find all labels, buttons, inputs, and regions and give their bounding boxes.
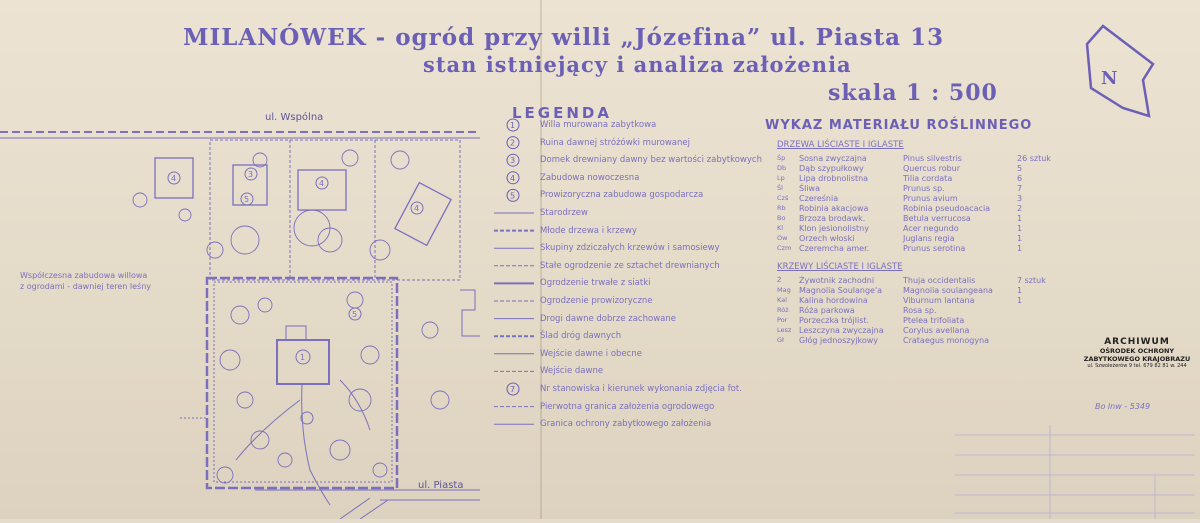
legend-item: Prowizoryczna zabudowa gospodarcza bbox=[540, 190, 704, 201]
svg-text:4: 4 bbox=[319, 179, 325, 188]
legend-item: Granica ochrony zabytkowego założenia bbox=[540, 419, 712, 430]
legend-item: Młode drzewa i krzewy bbox=[540, 225, 637, 236]
plant-latin-name: Crataegus monogyna bbox=[903, 336, 990, 345]
scale-label: skala 1 : 500 bbox=[828, 80, 998, 106]
stamp-line-1: ARCHIWUM bbox=[1104, 337, 1170, 347]
plant-polish-name: Leszczyna zwyczajna bbox=[799, 326, 884, 335]
legend-item: Wejście dawne i obecne bbox=[540, 348, 642, 359]
legend-item: Pierwotna granica założenia ogrodowego bbox=[540, 401, 715, 412]
plant-latin-name: Rosa sp. bbox=[903, 306, 937, 315]
plant-abbr: Rb bbox=[777, 204, 786, 212]
title-line-2: stan istniejący i analiza założenia bbox=[423, 52, 852, 77]
plant-abbr: Mag bbox=[777, 286, 791, 294]
plant-abbr: Śp bbox=[777, 154, 786, 162]
plant-abbr: Śl bbox=[777, 184, 783, 192]
plant-abbr: Czm bbox=[777, 244, 792, 252]
plant-count: 7 sztuk bbox=[1017, 276, 1046, 285]
legend-item: Wejście dawne bbox=[540, 366, 604, 377]
archive-stamp bbox=[1082, 337, 1192, 369]
legend-item: Ogrodzenie trwałe z siatki bbox=[540, 278, 651, 289]
plant-latin-name: Tilia cordata bbox=[903, 174, 953, 183]
plant-abbr: Ow bbox=[777, 234, 788, 242]
plant-abbr: Por bbox=[777, 316, 788, 324]
plant-polish-name: Magnolia Soulange'a bbox=[799, 286, 883, 295]
plant-latin-name: Thuja occidentalis bbox=[903, 276, 976, 285]
plant-polish-name: Lipa drobnolistna bbox=[799, 174, 869, 183]
plant-polish-name: Klon jesionolistny bbox=[799, 224, 869, 233]
plant-polish-name: Róża parkowa bbox=[799, 306, 855, 315]
plant-latin-name: Quercus robur bbox=[903, 164, 961, 173]
plant-polish-name: Sosna zwyczajna bbox=[799, 154, 867, 163]
plant-abbr: Db bbox=[777, 164, 787, 172]
plant-count: 6 bbox=[1017, 174, 1023, 183]
shrubs-header: KRZEWY LIŚCIASTE I IGLASTE bbox=[777, 262, 903, 272]
plant-latin-name: Ptelea trifoliata bbox=[903, 316, 965, 325]
legend-item: Domek drewniany dawny bez wartości zabytkowych bbox=[540, 155, 762, 166]
plant-count: 1 bbox=[1017, 234, 1023, 243]
plant-count: 2 bbox=[1017, 204, 1023, 213]
legend-item: Ruina dawnej stróżówki murowanej bbox=[540, 137, 690, 148]
plant-polish-name: Żywotnik zachodni bbox=[799, 276, 875, 285]
plant-latin-name: Robinia pseudoacacia bbox=[903, 204, 991, 213]
stamp-line-4: ul. Szwoleżerów 9 tel. 679 82 81 w. 244 bbox=[1087, 363, 1187, 369]
plant-polish-name: Porzeczka trójlist. bbox=[799, 316, 870, 325]
legend-symbol-number: 3 bbox=[510, 156, 516, 166]
stamp-line-2: OŚRODEK OCHRONY bbox=[1099, 347, 1175, 355]
plant-latin-name: Prunus serotina bbox=[903, 244, 966, 253]
plant-abbr: Czś bbox=[777, 194, 789, 202]
legend-symbol-number: 4 bbox=[510, 173, 516, 183]
plant-polish-name: Dąb szypułkowy bbox=[799, 164, 864, 173]
legend-item: Willa murowana zabytkowa bbox=[540, 120, 657, 130]
plant-count: 1 bbox=[1017, 244, 1023, 253]
svg-text:5: 5 bbox=[244, 195, 250, 204]
plant-count: 1 bbox=[1017, 286, 1023, 295]
stamp-line-3: ZABYTKOWEGO KRAJOBRAZU bbox=[1083, 355, 1191, 363]
plant-count: 1 bbox=[1017, 296, 1023, 305]
plant-abbr: Ż bbox=[777, 276, 782, 284]
plant-latin-name: Magnolia soulangeana bbox=[903, 286, 993, 295]
north-arrow-icon bbox=[1083, 24, 1155, 124]
plant-latin-name: Acer negundo bbox=[903, 224, 959, 233]
pencil-note: Bo lnw - 5349 bbox=[1095, 402, 1151, 411]
plant-abbr: Róż bbox=[777, 306, 789, 314]
plant-abbr: Kal bbox=[777, 296, 787, 304]
side-note-line-1: Współczesna zabudowa willowa bbox=[20, 271, 148, 280]
plant-count: 7 bbox=[1017, 184, 1023, 193]
plant-polish-name: Brzoza brodawk. bbox=[799, 214, 866, 223]
legend-symbol-number: 1 bbox=[510, 121, 516, 130]
plant-latin-name: Juglans regia bbox=[903, 234, 955, 243]
plant-list-title: WYKAZ MATERIAŁU ROŚLINNEGO bbox=[765, 118, 1033, 133]
legend-symbol-number: 5 bbox=[510, 191, 516, 201]
plant-abbr: Gł bbox=[777, 336, 784, 344]
plant-count: 26 sztuk bbox=[1017, 154, 1051, 163]
legend-item: Skupiny zdziczałych krzewów i samosiewy bbox=[540, 243, 720, 254]
title-line-1: MILANÓWEK - ogród przy willi „Józefina” ul. Piasta 13 bbox=[183, 24, 945, 51]
plant-abbr: Lp bbox=[777, 174, 785, 182]
plant-polish-name: Czeremcha amer. bbox=[799, 244, 870, 253]
plant-latin-name: Prunus avium bbox=[903, 194, 958, 203]
legend-item: Drogi dawne dobrze zachowane bbox=[540, 313, 676, 324]
legend-item: Ślad dróg dawnych bbox=[540, 331, 622, 342]
plant-abbr: Lesz bbox=[777, 326, 792, 334]
svg-text:4: 4 bbox=[414, 204, 420, 213]
plant-latin-name: Viburnum lantana bbox=[903, 296, 975, 305]
svg-text:1: 1 bbox=[300, 353, 306, 362]
plant-count: 5 bbox=[1017, 164, 1023, 173]
legend-symbol-number: 2 bbox=[510, 138, 516, 148]
legend-title: LEGENDA bbox=[512, 104, 612, 122]
plant-latin-name: Prunus sp. bbox=[903, 184, 945, 193]
plant-abbr: Kl bbox=[777, 224, 784, 232]
plant-latin-name: Corylus avellana bbox=[903, 326, 970, 335]
plant-count: 1 bbox=[1017, 214, 1023, 223]
legend-item: Ogrodzenie prowizoryczne bbox=[540, 296, 653, 306]
plant-polish-name: Śliwa bbox=[799, 184, 820, 193]
side-note-line-2: z ogrodami - dawniej teren leśny bbox=[20, 282, 152, 291]
street-label-top: ul. Wspólna bbox=[265, 112, 324, 123]
legend-item: Nr stanowiska i kierunek wykonania zdjęcia fot. bbox=[540, 384, 742, 394]
legend-symbol-number: 7 bbox=[510, 385, 516, 394]
legend-item: Starodrzew bbox=[540, 208, 588, 218]
street-label-bottom: ul. Piasta bbox=[418, 480, 464, 491]
title-block bbox=[955, 425, 1195, 519]
plant-polish-name: Kalina hordowina bbox=[799, 296, 868, 305]
plant-polish-name: Głóg jednoszyjkowy bbox=[799, 336, 879, 345]
legend-item: Zabudowa nowoczesna bbox=[540, 172, 640, 183]
plant-count: 1 bbox=[1017, 224, 1023, 233]
north-label: N bbox=[1101, 68, 1118, 89]
legend-symbols bbox=[0, 0, 540, 519]
plant-polish-name: Czereśnia bbox=[799, 194, 839, 203]
plant-latin-name: Pinus silvestris bbox=[903, 154, 962, 163]
plant-abbr: Bo bbox=[777, 214, 786, 222]
sheet-fold-line bbox=[540, 0, 542, 519]
plant-latin-name: Betula verrucosa bbox=[903, 214, 971, 223]
plant-count: 3 bbox=[1017, 194, 1023, 203]
trees-header: DRZEWA LIŚCIASTE I IGLASTE bbox=[777, 140, 904, 150]
legend-item: Stałe ogrodzenie ze sztachet drewnianych bbox=[540, 260, 720, 271]
plant-polish-name: Robinia akacjowa bbox=[799, 204, 869, 213]
svg-text:3: 3 bbox=[248, 170, 254, 179]
plant-polish-name: Orzech włoski bbox=[799, 234, 855, 243]
svg-text:4: 4 bbox=[171, 174, 177, 183]
svg-text:5: 5 bbox=[352, 310, 358, 319]
